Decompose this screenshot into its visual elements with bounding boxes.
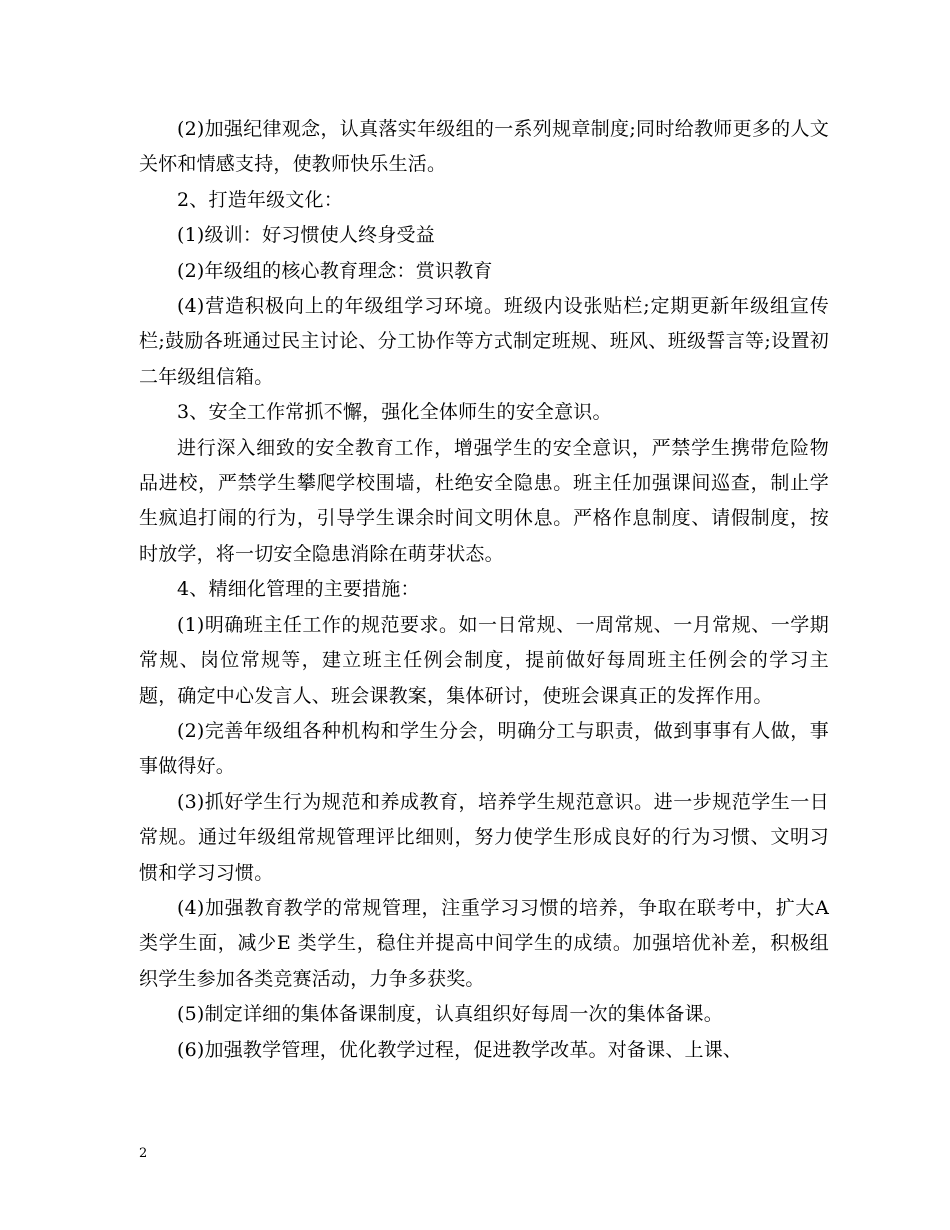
paragraph: (2)完善年级组各种机构和学生分会，明确分工与职责，做到事事有人做，事事做得好。 (139, 719, 829, 778)
paragraph: 进行深入细致的安全教育工作，增强学生的安全意识，严禁学生携带危险物品进校，严禁学生攀爬学校围墙，杜绝安全隐患。班主任加强课间巡查，制止学生疯追打闹的行为，引导学生课余时间文明休息。严格作息制度、请假制度，按时放学，将一切安全隐患消除在萌芽状态。 (139, 436, 829, 565)
document-body (139, 112, 829, 1068)
paragraph: 3、安全工作常抓不懈，强化全体师生的安全意识。 (177, 401, 612, 424)
paragraph: (1)明确班主任工作的规范要求。如一日常规、一周常规、一月常规、一学期常规、岗位常规等，建立班主任例会制度，提前做好每周班主任例会的学习主题，确定中心发言人、班会课教案，集体研讨，使班会课真正的发挥作用。 (139, 613, 829, 707)
paragraph: (1)级训：好习惯使人终身受益 (177, 224, 435, 247)
paragraph: (4)营造积极向上的年级组学习环境。班级内设张贴栏;定期更新年级组宣传栏;鼓励各班通过民主讨论、分工协作等方式制定班规、班风、班级誓言等;设置初二年级组信箱。 (139, 295, 829, 388)
paragraph: (4)加强教育教学的常规管理，注重学习习惯的培养，争取在联考中，扩大A类学生面，减少E 类学生，稳住并提高中间学生的成绩。加强培优补差，积极组织学生参加各类竞赛活动，力争多获奖。 (139, 896, 829, 990)
paragraph: 2、打造年级文化： (177, 188, 343, 211)
paragraph: (2)加强纪律观念，认真落实年级组的一系列规章制度;同时给教师更多的人文关怀和情感支持，使教师快乐生活。 (139, 118, 829, 176)
paragraph: (3)抓好学生行为规范和养成教育，培养学生规范意识。进一步规范学生一日常规。通过年级组常规管理评比细则，努力使学生形成良好的行为习惯、文明习惯和学习习惯。 (139, 790, 829, 884)
paragraph: (6)加强教学管理，优化教学过程，促进教学改革。对备课、上课、 (177, 1038, 743, 1061)
paragraph: (2)年级组的核心教育理念：赏识教育 (177, 259, 493, 282)
page-number: 2 (139, 1146, 148, 1161)
paragraph: 4、精细化管理的主要措施： (177, 578, 420, 601)
paragraph: (5)制定详细的集体备课制度，认真组织好每周一次的集体备课。 (177, 1003, 723, 1026)
